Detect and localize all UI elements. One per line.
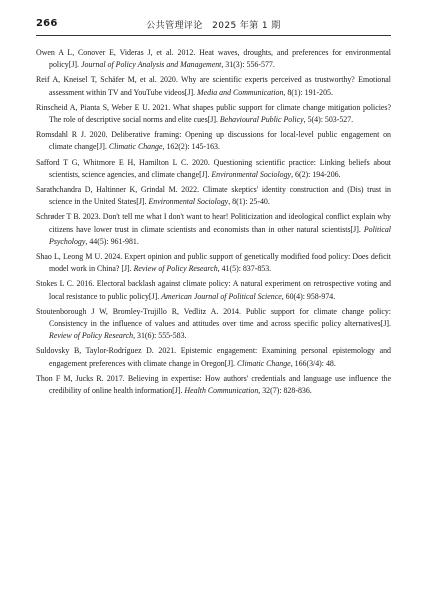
reference-journal: Media and Communication bbox=[197, 87, 284, 97]
reference-text: Owen A L, Conover E, Videras J, et al. 2012. Heat waves, droughts, and preferences for environmental policy[J]. bbox=[36, 48, 391, 70]
reference-list bbox=[36, 47, 391, 400]
reference-journal: Environmental Sociology bbox=[148, 197, 229, 207]
reference-details: , 31(3): 556-577. bbox=[221, 60, 275, 70]
reference-details: , 60(4): 958-974. bbox=[281, 291, 336, 301]
reference-details: , 31(6): 555-583. bbox=[133, 331, 187, 341]
page-number: 266 bbox=[36, 18, 58, 29]
reference-details: , 8(1): 25-40. bbox=[228, 197, 270, 207]
reference-entry bbox=[36, 74, 391, 98]
reference-text: Sarathchandra D, Haltinner K, Grindal M. 2022. Climate skeptics' identity construction and (Dis) trust in science in the United States[J]. bbox=[36, 185, 391, 207]
reference-text: Stoutenborough J W, Bromley-Trujillo R, Vedlitz A. 2014. Public support for climate change policy: Consistency in the influence of values and attitudes over time and across specific policy alternatives[J]. bbox=[36, 306, 391, 329]
reference-entry bbox=[36, 251, 391, 275]
reference-entry bbox=[36, 129, 391, 153]
reference-entry bbox=[36, 47, 391, 71]
reference-entry bbox=[36, 211, 391, 248]
reference-details: , 162(2): 145-163. bbox=[162, 142, 220, 152]
reference-journal: Health Communication bbox=[184, 386, 259, 396]
running-header bbox=[36, 18, 391, 32]
reference-text: Reif A, Kneisel T, Schäfer M, et al. 2020. Why are scientific experts perceived as trustworthy? Emotional assessment within TV and YouTube videos[J]. bbox=[36, 75, 391, 97]
reference-journal: Review of Policy Research bbox=[49, 331, 134, 341]
reference-journal: Behavioural Public Policy bbox=[219, 115, 304, 125]
header-rule bbox=[36, 35, 391, 36]
reference-details: , 5(4): 503-527. bbox=[303, 115, 354, 125]
reference-journal: Environmental Sociology bbox=[211, 169, 292, 179]
reference-details: , 41(5): 837-853. bbox=[217, 264, 272, 274]
reference-details: , 6(2): 194-206. bbox=[291, 169, 341, 179]
reference-details: , 32(7): 828-836. bbox=[258, 386, 312, 396]
reference-entry bbox=[36, 306, 391, 343]
reference-text: Suldovsky B, Taylor-Rodríguez D. 2021. Epistemic engagement: Examining personal epistemology and engagement preferences with climate change in Oregon[J]. bbox=[36, 346, 391, 368]
reference-entry bbox=[36, 373, 391, 397]
reference-text: Rinscheid A, Pianta S, Weber E U. 2021. What shapes public support for climate change mitigation policies? The role of descriptive social norms and elite cues[J]. bbox=[36, 102, 391, 125]
reference-journal: American Journal of Political Science bbox=[161, 291, 282, 301]
reference-entry bbox=[36, 157, 391, 181]
reference-text: Stokes L C. 2016. Electoral backlash against climate policy: A natural experiment on retrospective voting and local resistance to public policy[J]. bbox=[36, 279, 391, 301]
reference-entry bbox=[36, 102, 391, 126]
reference-journal: Political Psychology bbox=[49, 224, 391, 246]
reference-text: Schrøder T B. 2023. Don't tell me what I don't want to hear! Politicization and ideological conflict explain why citizens have lower trust in climate scientists and economists than in other natural scientists[J]. bbox=[36, 212, 391, 234]
reference-journal: Climatic Change bbox=[236, 358, 291, 368]
reference-text: Romsdahl R J. 2020. Deliberative framing: Opening up discussions for local-level public engagement on climate change[J]. bbox=[36, 130, 391, 152]
reference-entry bbox=[36, 345, 391, 369]
reference-entry bbox=[36, 184, 391, 208]
reference-journal: Review of Policy Research bbox=[133, 264, 218, 274]
reference-details: , 44(5): 961-981. bbox=[85, 236, 139, 246]
reference-text: Shao L, Leong M U. 2024. Expert opinion and public support of genetically modified food policy: Does deficit model work in China? [J]. bbox=[36, 252, 391, 274]
journal-running-title: 公共管理评论 2025 年第 1 期 bbox=[146, 21, 281, 31]
reference-details: , 8(1): 191-205. bbox=[283, 87, 333, 97]
reference-journal: Climatic Change bbox=[108, 142, 163, 152]
reference-entry bbox=[36, 278, 391, 302]
reference-journal: Journal of Policy Analysis and Management bbox=[81, 60, 222, 70]
reference-details: , 166(3/4): 48. bbox=[290, 358, 336, 368]
reference-text: Thon F M, Jucks R. 2017. Believing in expertise: How authors' credentials and language use influence the credibility of online health information[J]. bbox=[36, 373, 391, 396]
reference-text: Safford T G, Whitmore E H, Hamilton L C. 2020. Questioning scientific practice: Linking beliefs about scientists, science agencies, and climate change[J]. bbox=[36, 157, 391, 179]
